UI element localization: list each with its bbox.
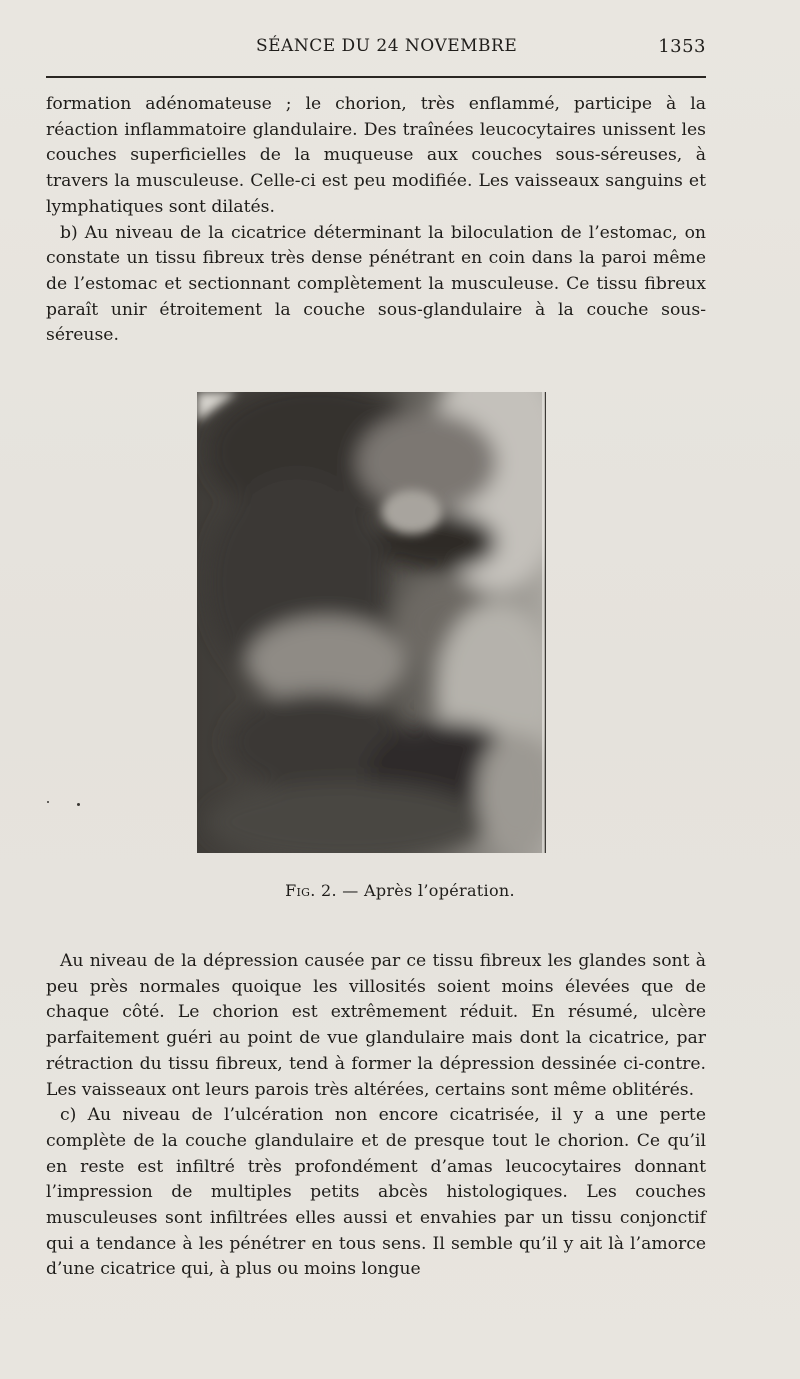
print-speck [77,803,80,806]
text-block-top [46,92,706,349]
header-rule [46,76,706,78]
page-number: 1353 [658,36,706,57]
running-head [46,36,706,60]
radiograph-figure [197,392,546,853]
paragraph-c: c) Au niveau de l’ulcération non encore cicatrisée, il y a une perte complète de la couche glandulaire et de presque tout le chorion. Ce qu’il en reste est infiltré très profondément d’amas leucocytaires donnant l’impression de multiples petits abcès histologiques. Les couches musculeuses sont infiltrées elles aussi et envahies par un tissu conjonctif qui a tendance à les pénétrer en tous sens. Il semble qu’il y ait là l’amorce d’une cicatrice qui, à plus ou moins longue [46,1105,706,1280]
paragraph-a-continuation: formation adénomateuse ; le chorion, très enflammé, participe à la réaction inflammatoire glandulaire. Des traînées leucocytaires unissent les couches superficielles de la muqueuse aux couches sous-séreuses, à travers la musculeuse. Celle-ci est peu modifiée. Les vaisseaux sanguins et lymphatiques sont dilatés. [46,94,706,217]
text-block-bottom [46,949,706,1283]
figure-caption-text: — Après l’opération. [342,881,515,900]
figure-label: Fig. 2. [285,881,337,900]
paragraph-b: b) Au niveau de la cicatrice déterminant la biloculation de l’estomac, on constate un tissu fibreux très dense pénétrant en coin dans la paroi même de l’estomac et sectionnant complètement la musculeuse. Ce tissu fibreux paraît unir étroitement la couche sous-glandulaire à la couche sous-séreuse. [46,222,706,346]
paragraph-b-continued: Au niveau de la dépression causée par ce tissu fibreux les glandes sont à peu près normales quoique les villosités soient moins élevées que de chaque côté. Le chorion est extrêmement réduit. En résumé, ulcère parfaitement guéri au point de vue glandulaire mais dont la cicatrice, par rétraction du tissu fibreux, tend à former la dépression dessinée ci-contre. Les vaisseaux ont leurs parois très altérées, certains sont même oblitérés. [46,951,706,1100]
print-speck [47,801,49,803]
running-title: SÉANCE DU 24 NOVEMBRE [256,36,518,56]
figure-caption [0,881,800,900]
radiograph-image [197,392,545,853]
